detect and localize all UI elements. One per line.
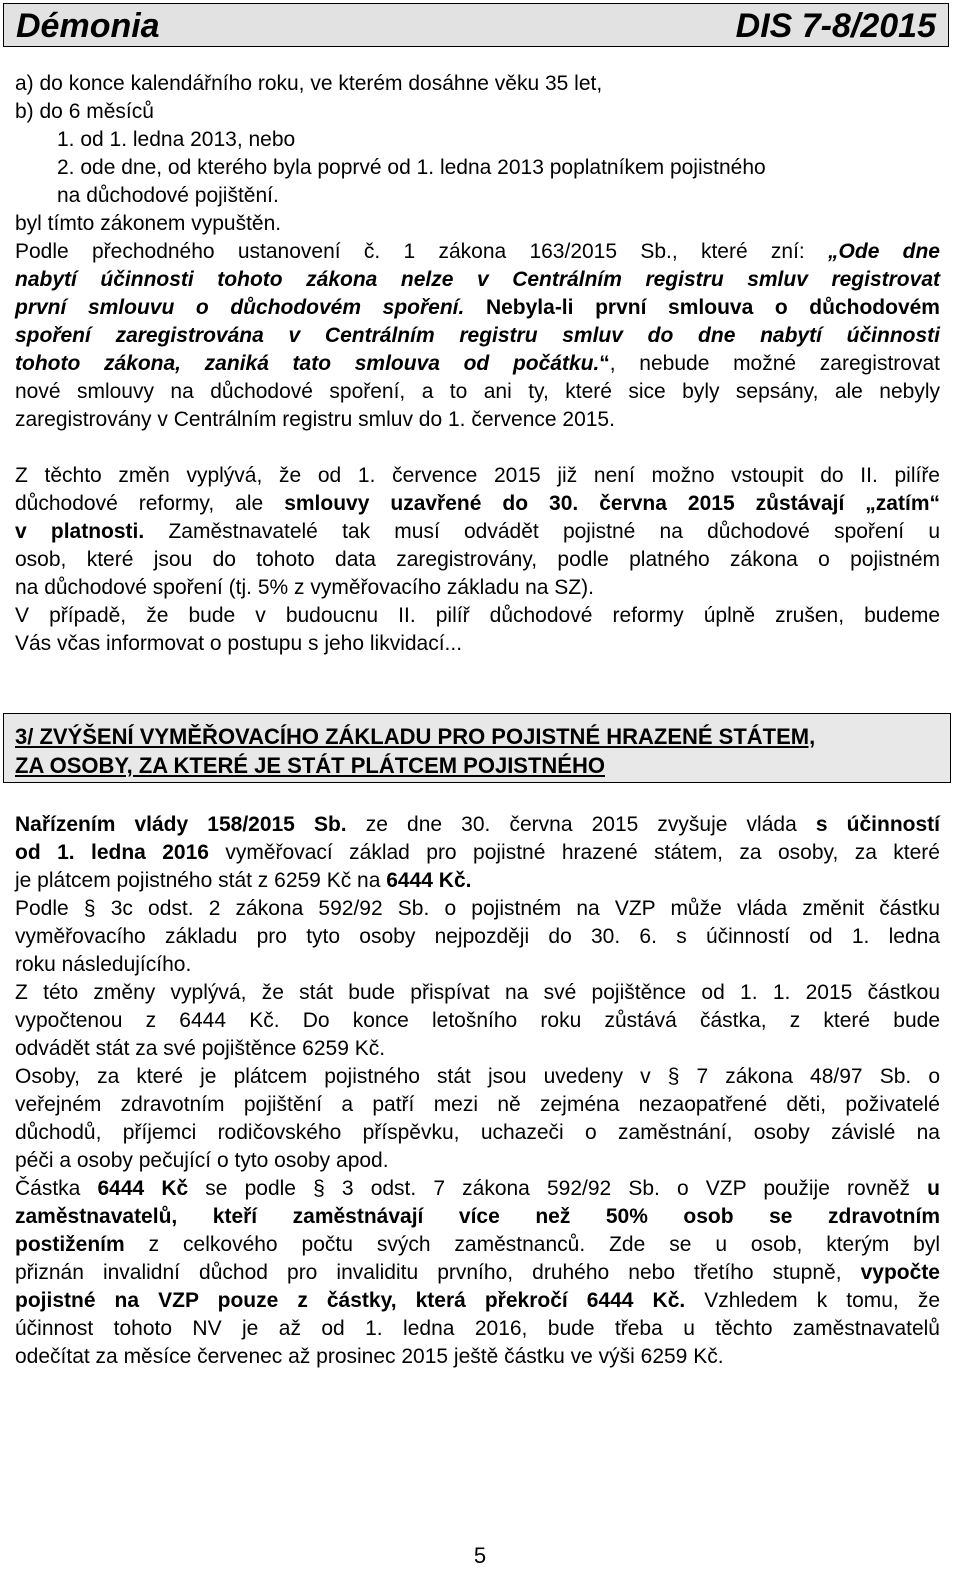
text-line: na důchodové pojištění.	[57, 184, 279, 207]
text-line: odvádět stát za své pojištěnce 6259 Kč.	[15, 1037, 386, 1060]
text-line: odečítat za měsíce červenec až prosinec 2015 ještě částku ve výši 6259 Kč.	[15, 1345, 724, 1368]
quote-line: první smlouvu o důchodovém spoření. Nebyla-li první smlouva o důchodovém	[15, 296, 940, 319]
section-body	[15, 811, 940, 1371]
text-line: Podle přechodného ustanovení č. 1 zákona 163/2015 Sb., které zní: „Ode dne	[15, 240, 940, 263]
text-line: 2. ode dne, od kterého byla poprvé od 1. ledna 2013 poplatníkem pojistného	[57, 156, 766, 179]
text-line: Vás včas informovat o postupu s jeho likvidací...	[15, 632, 463, 655]
text-line: V případě, že bude v budoucnu II. pilíř důchodové reformy úplně zrušen, budeme	[15, 604, 940, 627]
text-line: je plátcem pojistného stát z 6259 Kč na 6444 Kč.	[15, 869, 472, 892]
issue-number: DIS 7-8/2015	[735, 7, 936, 45]
text-line: Osoby, za které je plátcem pojistného stát jsou uvedeny v § 7 zákona 48/97 Sb. o	[15, 1065, 940, 1088]
text-line: důchodové reformy, ale smlouvy uzavřené do 30. června 2015 zůstávají „zatím“	[15, 492, 940, 515]
section-title-line: ZA OSOBY, ZA KTERÉ JE STÁT PLÁTCEM POJISTNÉHO	[15, 753, 605, 778]
text-line: Z této změny vyplývá, že stát bude přispívat na své pojištěnce od 1. 1. 2015 částkou	[15, 981, 940, 1004]
text-line: b) do 6 měsíců	[15, 100, 154, 123]
text-line: vyměřovacího základu pro tyto osoby nejpozději do 30. 6. s účinností od 1. ledna	[15, 925, 940, 948]
text-line: vypočtenou z 6444 Kč. Do konce letošního roku zůstává částka, z které bude	[15, 1009, 940, 1032]
text-line: důchodů, příjemci rodičovského příspěvku, uchazeči o zaměstnání, osoby závislé na	[15, 1121, 940, 1144]
text-line: péči a osoby pečující o tyto osoby apod.	[15, 1149, 389, 1172]
text-line: osob, které jsou do tohoto data zaregistrovány, podle platného zákona o pojistném	[15, 548, 940, 571]
text-line: přiznán invalidní důchod pro invaliditu prvního, druhého nebo třetího stupně, vypočte	[15, 1261, 940, 1284]
section-title-line: 3/ ZVÝŠENÍ VYMĚŘOVACÍHO ZÁKLADU PRO POJISTNÉ HRAZENÉ STÁTEM,	[15, 724, 816, 749]
publication-title: Démonia	[16, 7, 160, 45]
page-header	[3, 3, 949, 47]
section-heading	[3, 713, 951, 783]
text-line: zaměstnavatelů, kteří zaměstnávají více než 50% osob se zdravotním	[15, 1205, 940, 1228]
text-line: v platnosti. Zaměstnavatelé tak musí odvádět pojistné na důchodové spoření u	[15, 520, 940, 543]
text-line: roku následujícího.	[15, 953, 192, 976]
text-line: účinnost tohoto NV je až od 1. ledna 2016, bude třeba u těchto zaměstnavatelů	[15, 1317, 940, 1340]
quote-line: spoření zaregistrována v Centrálním registru smluv do dne nabytí účinnosti	[15, 324, 940, 347]
quote-line: nabytí účinnosti tohoto zákona nelze v Centrálním registru smluv registrovat	[15, 268, 940, 291]
text-line: a) do konce kalendářního roku, ve kterém dosáhne věku 35 let,	[15, 72, 603, 95]
text-line: zaregistrovány v Centrálním registru smluv do 1. července 2015.	[15, 408, 615, 431]
page-number: 5	[473, 1543, 487, 1568]
text-line: veřejném zdravotním pojištění a patří mezi ně zejména nezaopatřené děti, poživatelé	[15, 1093, 940, 1116]
text-line: od 1. ledna 2016 vyměřovací základ pro pojistné hrazené státem, za osoby, za které	[15, 841, 940, 864]
text-line: na důchodové spoření (tj. 5% z vyměřovacího základu na SZ).	[15, 576, 594, 599]
quote-line: tohoto zákona, zaniká tato smlouva od počátku.“, nebude možné zaregistrovat	[15, 352, 940, 375]
article-continuation	[15, 70, 940, 658]
text-line: Z těchto změn vyplývá, že od 1. července 2015 již není možno vstoupit do II. pilíře	[15, 464, 940, 487]
text-line: pojistné na VZP pouze z částky, která překročí 6444 Kč. Vzhledem k tomu, že	[15, 1289, 940, 1312]
text-line: nové smlouvy na důchodové spoření, a to ani ty, které sice byly sepsány, ale nebyly	[15, 380, 940, 403]
text-line: byl tímto zákonem vypuštěn.	[15, 212, 282, 235]
text-line: Podle § 3c odst. 2 zákona 592/92 Sb. o pojistném na VZP může vláda změnit částku	[15, 897, 940, 920]
text-line: postižením z celkového počtu svých zaměstnanců. Zde se u osob, kterým byl	[15, 1233, 940, 1256]
text-line: 1. od 1. ledna 2013, nebo	[57, 128, 296, 151]
text-line: Částka 6444 Kč se podle § 3 odst. 7 zákona 592/92 Sb. o VZP použije rovněž u	[15, 1177, 940, 1200]
text-line: Nařízením vlády 158/2015 Sb. ze dne 30. června 2015 zvyšuje vláda s účinností	[15, 813, 940, 836]
